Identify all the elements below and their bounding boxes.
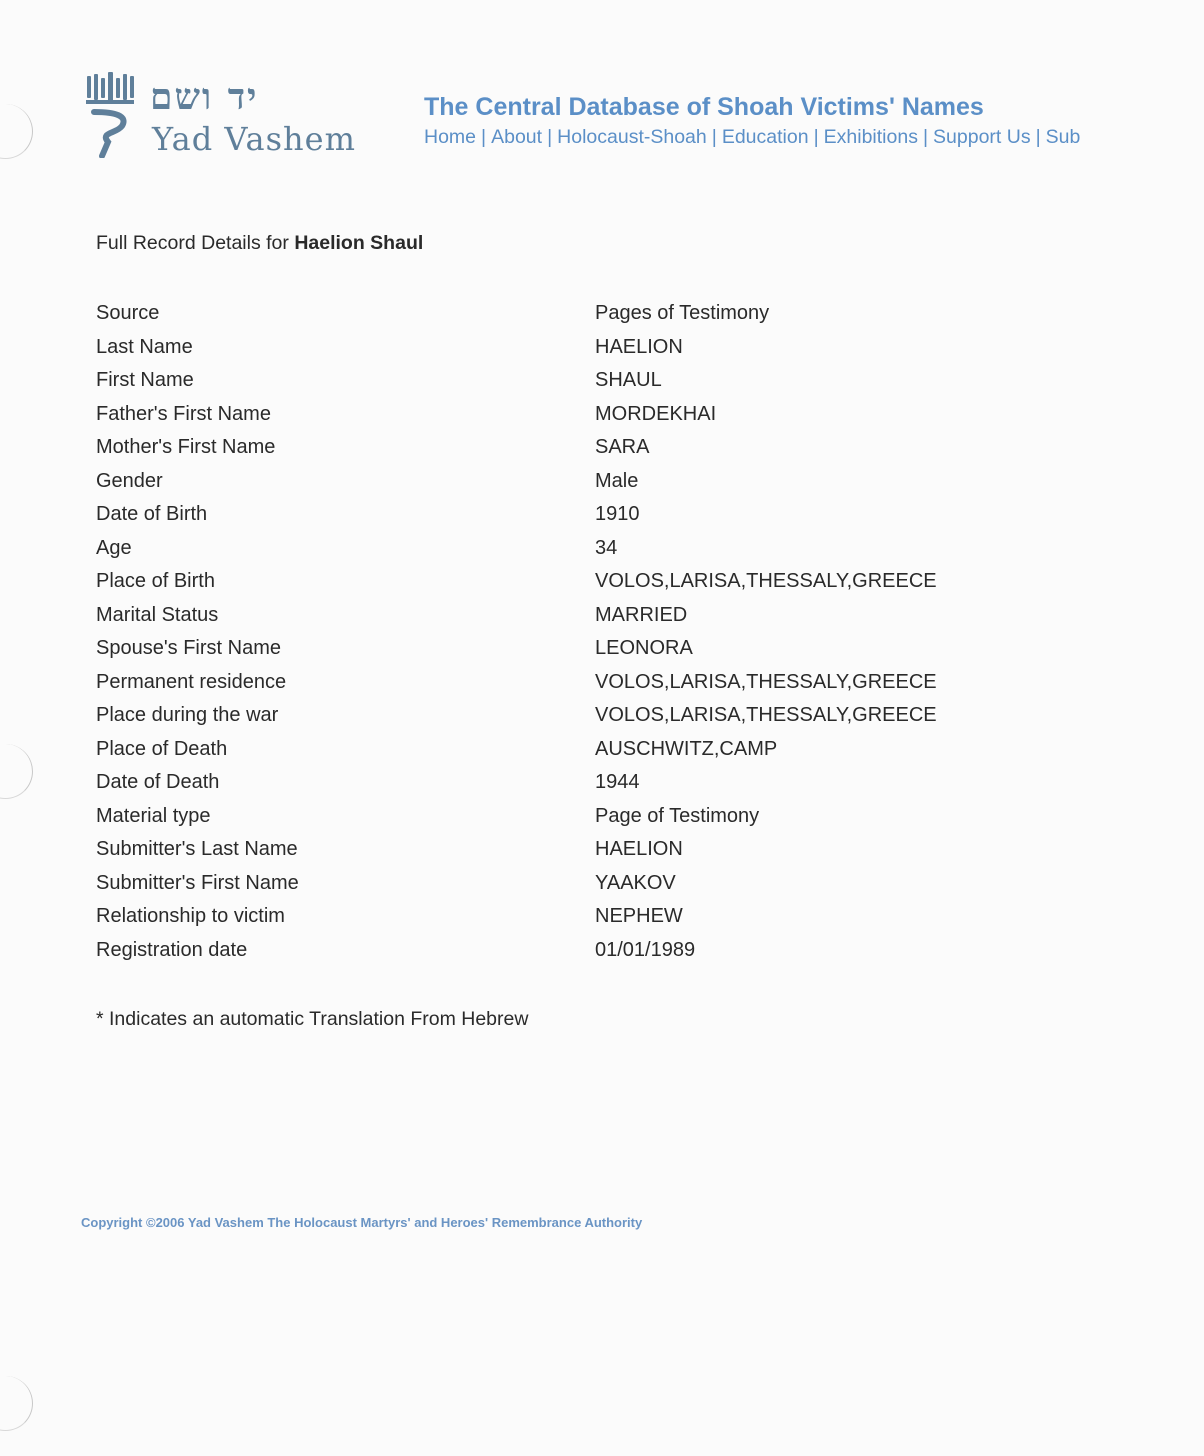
record-field-row xyxy=(96,631,996,665)
field-label: Marital Status xyxy=(96,603,219,626)
record-heading xyxy=(96,232,423,255)
field-value: AUSCHWITZ,CAMP xyxy=(595,737,778,760)
field-value: Pages of Testimony xyxy=(595,302,770,324)
record-field-row xyxy=(96,799,996,833)
logo-hebrew-text: יד ושם xyxy=(150,76,259,118)
nav-separator: | xyxy=(481,126,487,148)
punch-hole xyxy=(0,744,33,799)
field-label: Date of Birth xyxy=(96,503,208,525)
field-value: Male xyxy=(595,469,639,492)
nav-home[interactable]: Home xyxy=(424,126,477,148)
record-field-row xyxy=(96,497,996,531)
field-value: 01/01/1989 xyxy=(595,938,696,961)
nav-about[interactable]: About xyxy=(491,126,543,148)
nav-sub-truncated[interactable]: Sub xyxy=(1045,126,1081,148)
nav-exhibitions[interactable]: Exhibitions xyxy=(823,126,918,148)
field-label: Father's First Name xyxy=(96,402,271,425)
field-label: Registration date xyxy=(96,938,248,961)
field-value: NEPHEW xyxy=(595,905,683,927)
record-fields-table xyxy=(96,296,996,966)
record-field-row xyxy=(96,531,996,565)
record-field-row xyxy=(96,866,996,900)
menorah-icon xyxy=(86,72,136,158)
field-label: Gender xyxy=(96,469,163,492)
nav-separator: | xyxy=(922,126,929,148)
field-value: LEONORA xyxy=(595,637,693,659)
field-label: Last Name xyxy=(96,335,193,358)
site-title: The Central Database of Shoah Victims' Names xyxy=(424,93,984,121)
record-field-row xyxy=(96,363,996,397)
field-value: VOLOS,LARISA,THESSALY,GREECE xyxy=(595,704,937,726)
field-label: Submitter's Last Name xyxy=(96,838,298,860)
field-label: Submitter's First Name xyxy=(96,871,299,894)
logo-name-text: Yad Vashem xyxy=(152,120,356,158)
field-value: VOLOS,LARISA,THESSALY,GREECE xyxy=(595,670,937,693)
record-field-row xyxy=(96,296,996,330)
field-label: Source xyxy=(96,302,160,324)
record-field-row xyxy=(96,665,996,699)
field-label: Relationship to victim xyxy=(96,905,285,927)
field-value: VOLOS,LARISA,THESSALY,GREECE xyxy=(595,570,937,592)
field-value: 1910 xyxy=(595,503,640,525)
field-label: First Name xyxy=(96,369,194,391)
field-value: MORDEKHAI xyxy=(595,402,717,425)
nav-holocaust-shoah[interactable]: Holocaust-Shoah xyxy=(557,126,707,148)
record-field-row xyxy=(96,899,996,933)
record-subject-name: Haelion Shaul xyxy=(294,232,424,254)
field-label: Spouse's First Name xyxy=(96,637,281,659)
record-field-row xyxy=(96,832,996,866)
record-field-row xyxy=(96,933,996,967)
field-value: 34 xyxy=(595,536,618,559)
punch-hole xyxy=(0,1376,33,1431)
field-label: Place of Death xyxy=(96,737,228,760)
nav-separator: | xyxy=(1035,126,1041,148)
field-value: MARRIED xyxy=(595,603,688,626)
nav-separator: | xyxy=(711,126,717,148)
record-field-row xyxy=(96,765,996,799)
record-field-row xyxy=(96,397,996,431)
field-label: Material type xyxy=(96,804,211,827)
record-field-row xyxy=(96,698,996,732)
nav-separator: | xyxy=(547,126,553,148)
field-label: Mother's First Name xyxy=(96,436,276,458)
record-field-row xyxy=(96,598,996,632)
nav-support-us[interactable]: Support Us xyxy=(933,126,1031,148)
field-value: YAAKOV xyxy=(595,871,676,894)
field-label: Permanent residence xyxy=(96,670,287,693)
top-nav xyxy=(424,126,1128,149)
nav-education[interactable]: Education xyxy=(721,126,809,148)
field-value: Page of Testimony xyxy=(595,804,760,827)
punch-hole xyxy=(0,104,33,159)
record-field-row xyxy=(96,330,996,364)
field-value: HAELION xyxy=(595,335,683,358)
record-field-row xyxy=(96,464,996,498)
field-value: SHAUL xyxy=(595,369,662,391)
field-label: Age xyxy=(96,536,132,559)
field-label: Place of Birth xyxy=(96,570,215,592)
field-label: Date of Death xyxy=(96,771,220,793)
field-value: 1944 xyxy=(595,771,640,793)
field-value: SARA xyxy=(595,436,650,458)
yad-vashem-logo[interactable] xyxy=(86,72,366,162)
record-field-row xyxy=(96,430,996,464)
field-label: Place during the war xyxy=(96,704,279,726)
nav-separator: | xyxy=(813,126,819,148)
record-heading-prefix: Full Record Details for xyxy=(96,232,289,254)
translation-note: * Indicates an automatic Translation From Hebrew xyxy=(96,1008,529,1030)
copyright-footer: Copyright ©2006 Yad Vashem The Holocaust Martyrs' and Heroes' Remembrance Authority xyxy=(81,1215,643,1230)
record-field-row xyxy=(96,564,996,598)
field-value: HAELION xyxy=(595,838,683,860)
record-field-row xyxy=(96,732,996,766)
